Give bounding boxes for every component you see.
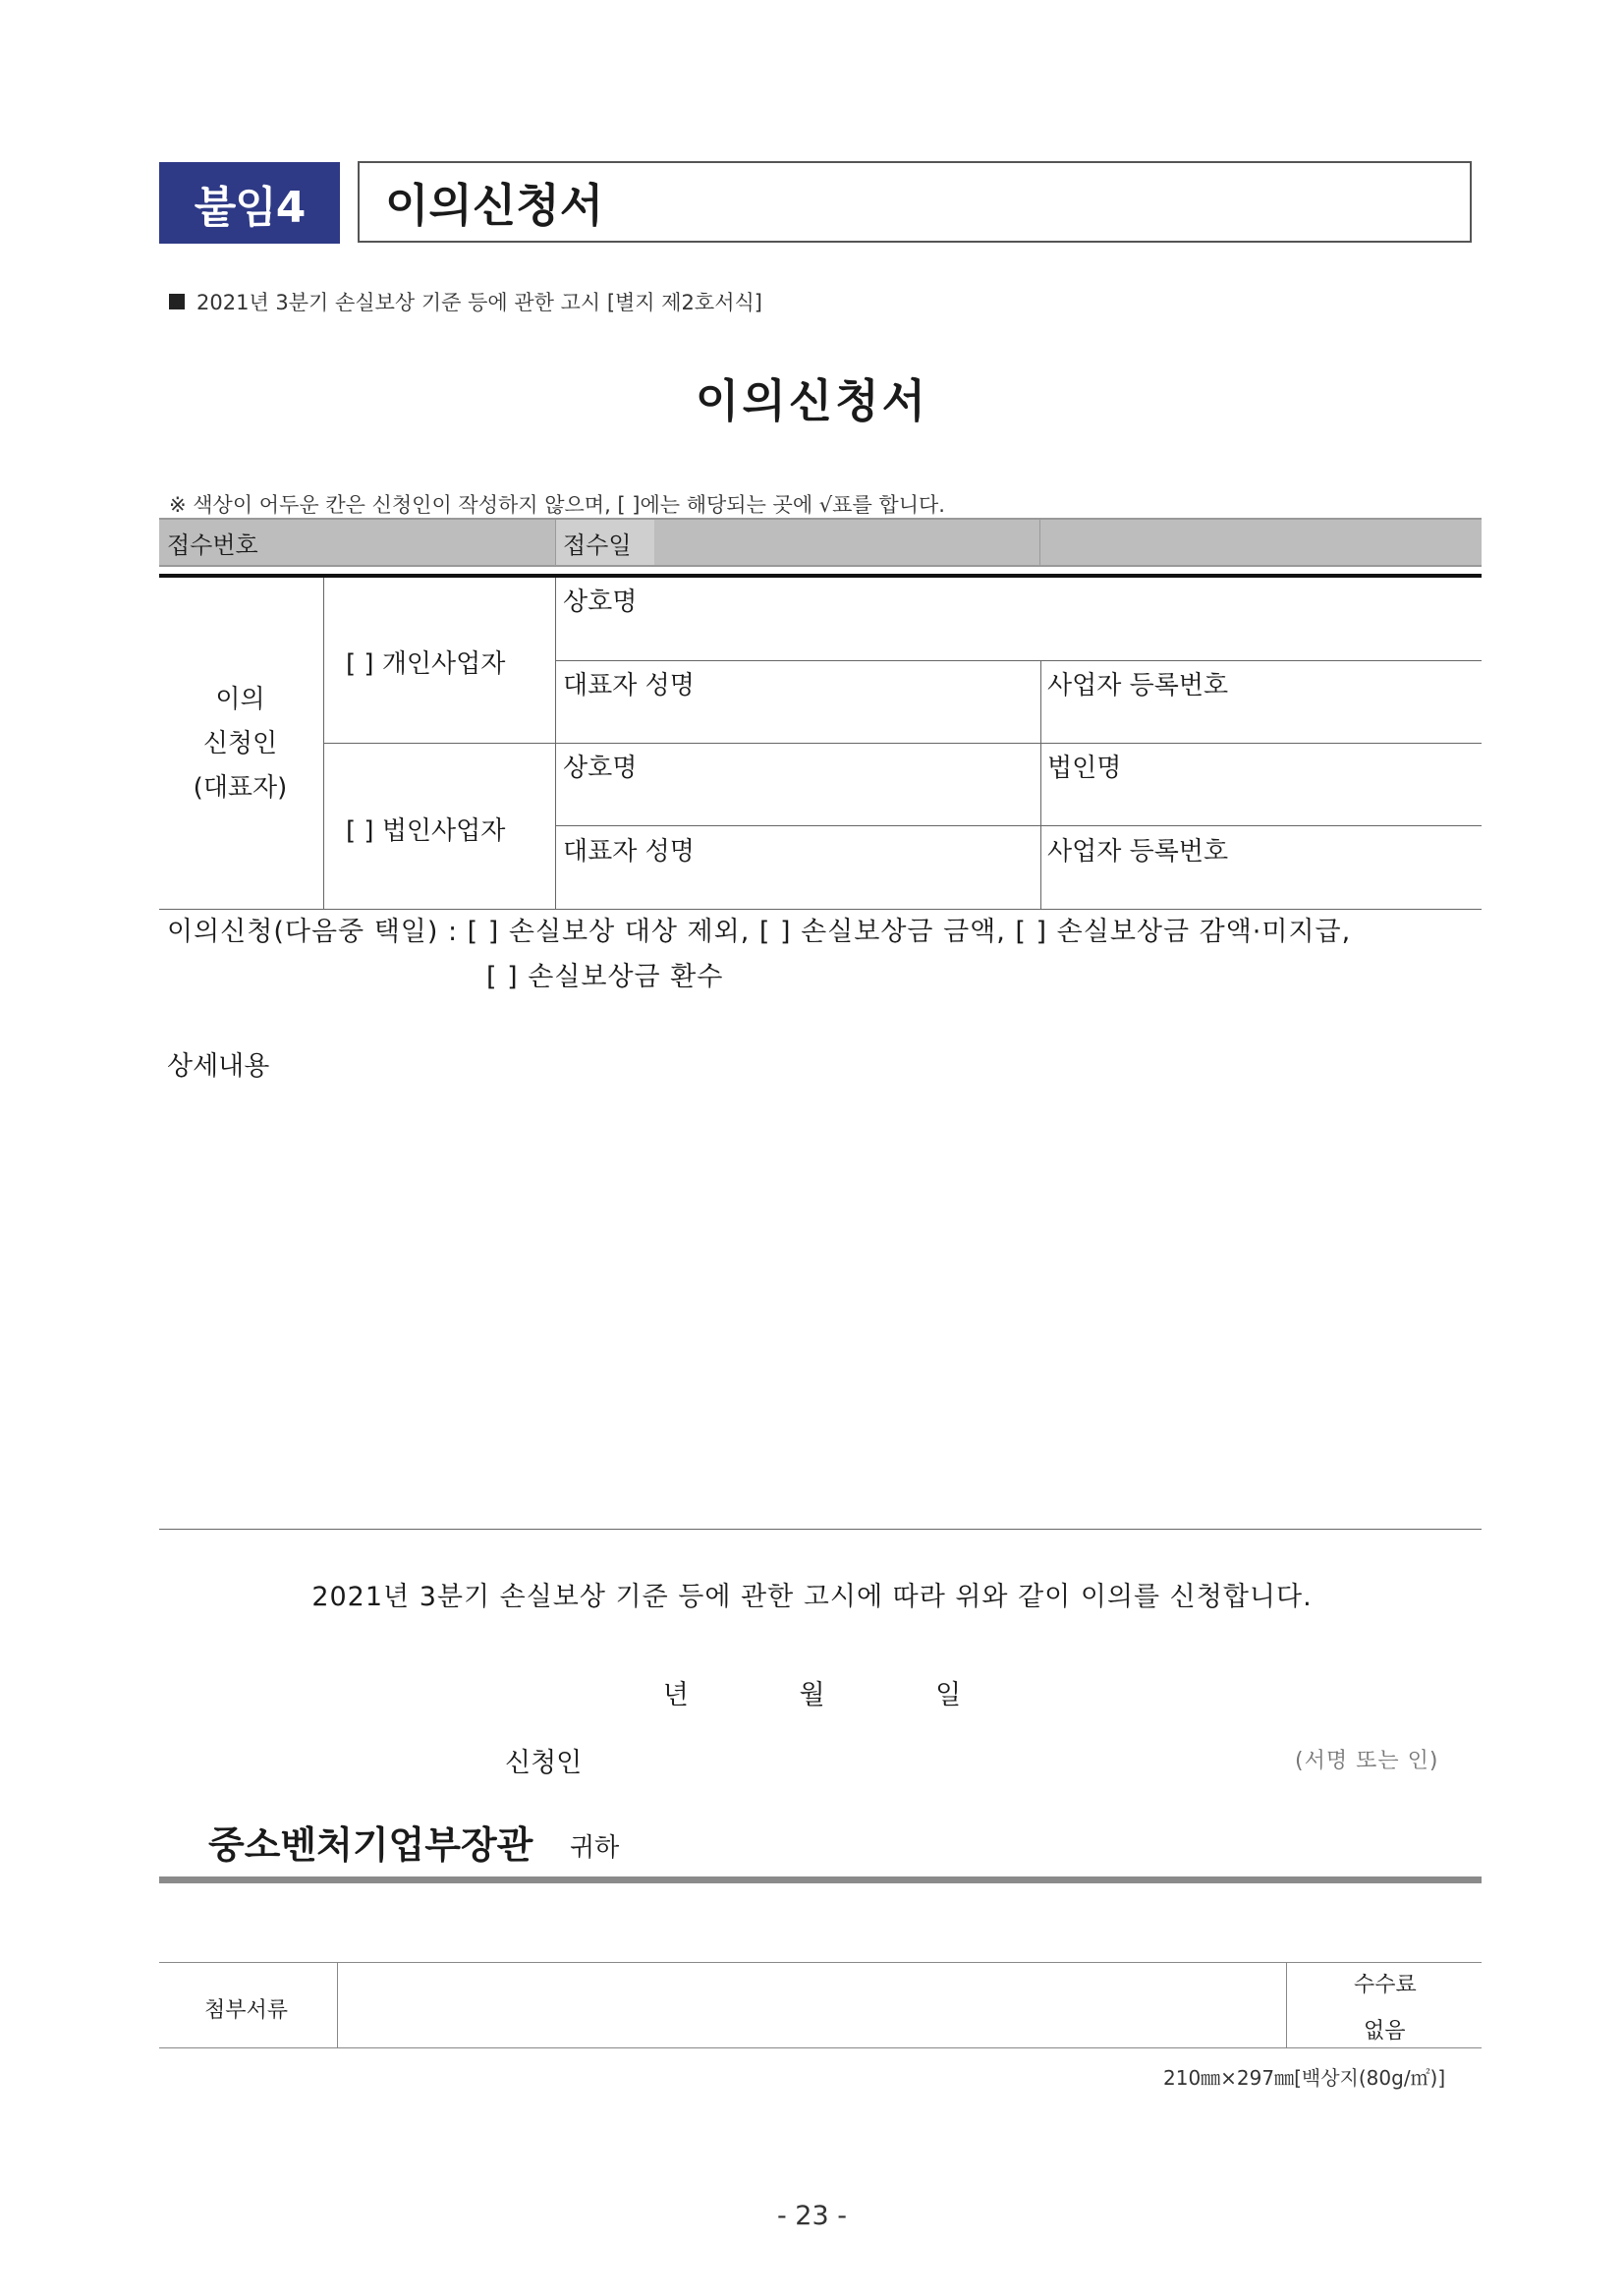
notice-text: 2021년 3분기 손실보상 기준 등에 관한 고시 [별지 제2호서식] xyxy=(196,291,762,314)
attachments-label: 첨부서류 xyxy=(204,1998,289,2023)
instruction-note: ※ 색상이 어두운 칸은 신청인이 작성하지 않으며, [ ]에는 해당되는 곳에 √표를 합니다. xyxy=(169,493,945,517)
applicant-label: 이의 신청인 (대표자) xyxy=(193,685,288,803)
attachment-badge: 붙임4 xyxy=(159,162,340,244)
recipient-rule xyxy=(159,1876,1482,1883)
individual-business-name-field[interactable]: 상호명 xyxy=(563,588,638,617)
corporate-representative-field[interactable]: 대표자 성명 xyxy=(563,837,695,867)
paper-size: 210㎜×297㎜[백상지(80g/㎡)] xyxy=(1163,2066,1446,2090)
date-line xyxy=(0,1673,1624,1711)
individual-representative-field[interactable]: 대표자 성명 xyxy=(563,671,695,700)
page-number: - 23 - xyxy=(776,2201,847,2231)
attachments-field[interactable] xyxy=(338,1963,1285,2046)
day-label: 일 xyxy=(935,1680,962,1710)
applicant-signature-label: 신청인 xyxy=(505,1748,583,1778)
recipient-suffix: 귀하 xyxy=(570,1833,620,1863)
recipient-name: 중소벤처기업부장관 xyxy=(208,1823,533,1867)
notice xyxy=(169,287,762,316)
header-title: 이의신청서 xyxy=(358,161,1472,243)
corporate-registration-field[interactable]: 사업자 등록번호 xyxy=(1047,837,1229,867)
square-bullet-icon xyxy=(169,294,185,309)
detail-bottom-rule xyxy=(159,1529,1482,1530)
form-title: 이의신청서 xyxy=(695,374,929,427)
detail-label: 상세내용 xyxy=(167,1051,270,1082)
declaration-statement: 2021년 3분기 손실보상 기준 등에 관한 고시에 따라 위와 같이 이의를 신청합니다. xyxy=(311,1582,1313,1612)
receipt-number-label: 접수번호 xyxy=(167,532,258,559)
objection-options[interactable]: 이의신청(다음중 택일) : [ ] 손실보상 대상 제외, [ ] 손실보상금 금액, [ ] 손실보상금 감액·미지급, xyxy=(167,917,1352,947)
fee-value: 없음 xyxy=(1364,2019,1406,2044)
table-top-rule xyxy=(159,574,1482,578)
objection-options-cont[interactable]: [ ] 손실보상금 환수 xyxy=(486,962,724,992)
corporation-name-field[interactable]: 법인명 xyxy=(1047,754,1122,783)
individual-registration-field[interactable]: 사업자 등록번호 xyxy=(1047,671,1229,700)
receipt-bar xyxy=(159,518,1482,567)
corporate-business-checkbox[interactable]: [ ] 법인사업자 xyxy=(346,816,506,846)
receipt-date-label: 접수일 xyxy=(563,532,632,559)
corporate-business-name-field[interactable]: 상호명 xyxy=(563,754,638,783)
signature-hint: (서명 또는 인) xyxy=(1295,1749,1439,1773)
fee-label: 수수료 xyxy=(1354,1973,1417,1997)
individual-business-checkbox[interactable]: [ ] 개인사업자 xyxy=(346,649,506,679)
year-label: 년 xyxy=(662,1680,689,1710)
month-label: 월 xyxy=(799,1680,825,1710)
